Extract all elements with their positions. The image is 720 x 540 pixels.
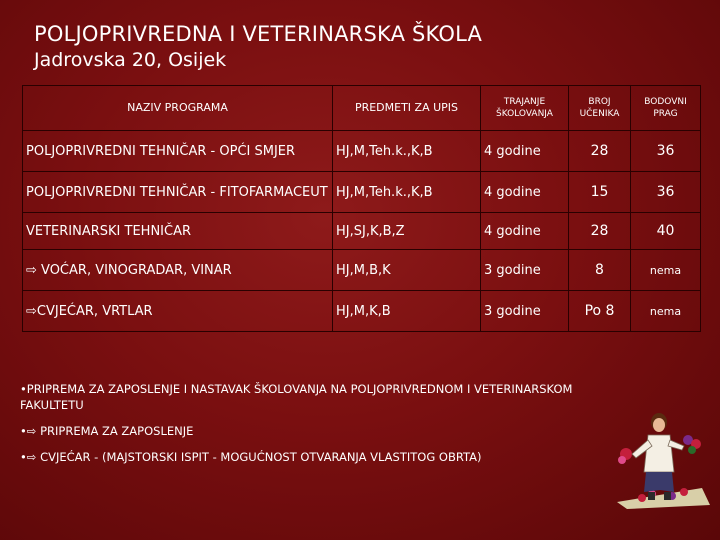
duration-cell: 3 godine xyxy=(481,291,569,332)
students-cell: Po 8 xyxy=(569,291,631,332)
duration-cell: 4 godine xyxy=(481,131,569,172)
program-cell xyxy=(23,250,333,291)
table-row xyxy=(23,250,701,291)
arrow-right-icon: ⇨ xyxy=(26,303,37,319)
note-item: •PRIPREMA ZA ZAPOSLENJE I NASTAVAK ŠKOLOVANJA NA POLJOPRIVREDNOM I VETERINARSKOM FAKULTETU xyxy=(20,382,573,412)
table-row xyxy=(23,172,701,213)
subjects-cell: HJ,M,K,B xyxy=(333,291,481,332)
subjects-cell: HJ,M,Teh.k.,K,B xyxy=(333,172,481,213)
points-cell: 36 xyxy=(631,131,701,172)
table-row xyxy=(23,291,701,332)
subjects-cell: HJ,M,Teh.k.,K,B xyxy=(333,131,481,172)
students-cell: 15 xyxy=(569,172,631,213)
gardener-icon xyxy=(612,410,712,510)
students-cell: 28 xyxy=(569,131,631,172)
table-header-row xyxy=(23,86,701,131)
points-cell: nema xyxy=(631,250,701,291)
program-cell xyxy=(23,291,333,332)
duration-cell: 4 godine xyxy=(481,172,569,213)
program-cell xyxy=(23,172,333,213)
students-cell: 8 xyxy=(569,250,631,291)
students-cell: 28 xyxy=(569,213,631,250)
table-row xyxy=(23,213,701,250)
header-duration: TRAJANJE ŠKOLOVANJA xyxy=(481,86,569,131)
program-name: VOĆAR, VINOGRADAR, VINAR xyxy=(36,262,232,278)
program-name: POLJOPRIVREDNI TEHNIČAR - FITOFARMACEUT xyxy=(26,184,328,200)
program-cell xyxy=(23,213,333,250)
program-name: CVJEĆAR, VRTLAR xyxy=(36,303,153,319)
header-subjects: PREDMETI ZA UPIS xyxy=(333,86,481,131)
note-item: •⇨ CVJEĆAR - (MAJSTORSKI ISPIT - MOGUĆNOST OTVARANJA VLASTITOG OBRTA) xyxy=(20,450,482,464)
duration-cell: 4 godine xyxy=(481,213,569,250)
table-row xyxy=(23,131,701,172)
subjects-cell: HJ,M,B,K xyxy=(333,250,481,291)
header-points: BODOVNI PRAG xyxy=(631,86,701,131)
school-address: Jadrovska 20, Osijek xyxy=(34,49,227,71)
subjects-cell: HJ,SJ,K,B,Z xyxy=(333,213,481,250)
points-cell: 36 xyxy=(631,172,701,213)
arrow-right-icon: ⇨ xyxy=(26,262,37,278)
school-name: POLJOPRIVREDNA I VETERINARSKA ŠKOLA xyxy=(34,22,483,46)
program-name: VETERINARSKI TEHNIČAR xyxy=(26,223,192,239)
program-name: POLJOPRIVREDNI TEHNIČAR - OPĆI SMJER xyxy=(26,143,296,159)
points-cell: 40 xyxy=(631,213,701,250)
program-cell xyxy=(23,131,333,172)
notes-list xyxy=(20,381,620,475)
note-item: •⇨ PRIPREMA ZA ZAPOSLENJE xyxy=(20,424,194,438)
points-cell: nema xyxy=(631,291,701,332)
programs-table xyxy=(22,85,701,332)
title-block xyxy=(34,22,482,71)
header-students: BROJ UČENIKA xyxy=(569,86,631,131)
header-program: NAZIV PROGRAMA xyxy=(23,86,333,131)
duration-cell: 3 godine xyxy=(481,250,569,291)
